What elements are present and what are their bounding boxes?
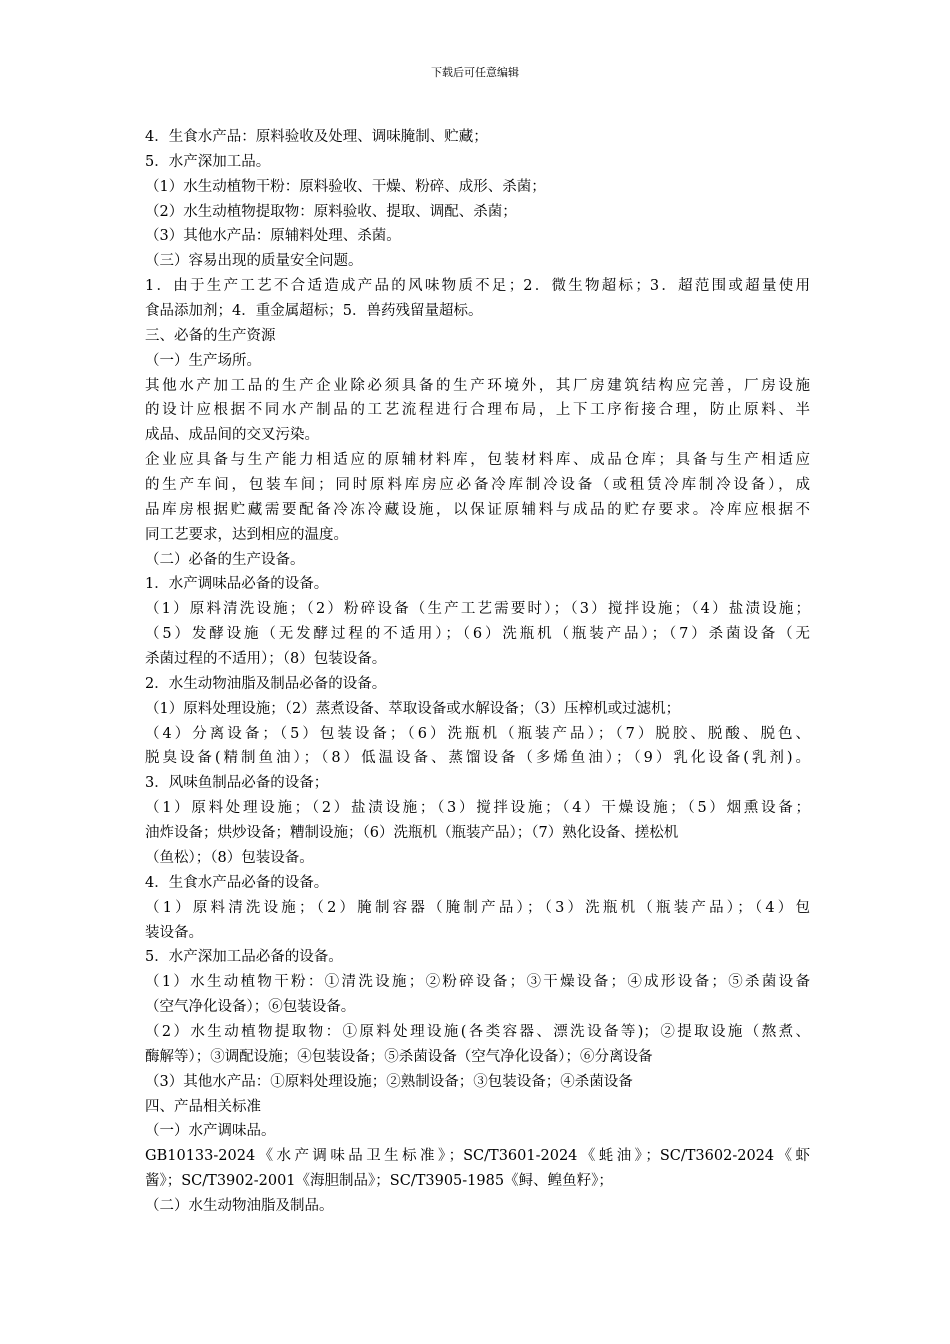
text-line: 四、产品相关标准 (145, 1098, 261, 1115)
text-line: 食品添加剂；4．重金属超标；5．兽药残留量超标。 (145, 303, 483, 320)
text-line: 其他水产加工品的生产企业除必须具备的生产环境外，其厂房建筑结构应完善，厂房设施 (145, 377, 810, 394)
text-line: （1）原料处理设施；（2）蒸煮设备、萃取设备或水解设备；（3）压榨机或过滤机； (145, 700, 681, 717)
text-line: 5．水产深加工品。 (145, 153, 271, 170)
text-line: （2）水生动植物提取物：原料验收、提取、调配、杀菌； (145, 203, 517, 220)
text-line: （鱼松）；（8）包装设备。 (145, 849, 314, 866)
text-line: 3．风味鱼制品必备的设备； (145, 775, 329, 792)
text-line: （1）水生动植物干粉：原料验收、干燥、粉碎、成形、杀菌； (145, 178, 546, 195)
text-line: （一）生产场所。 (145, 352, 261, 369)
text-line: （空气净化设备）；⑥包装设备。 (145, 999, 356, 1016)
text-line: GB10133-2024《水产调味品卫生标准》；SC/T3601-2024《蚝油》；SC/T3602-2024《虾 (145, 1148, 810, 1165)
text-line: 杀菌过程的不适用）；（8）包装设备。 (145, 651, 387, 668)
text-line: （二）水生动物油脂及制品。 (145, 1197, 334, 1214)
text-line: 1．水产调味品必备的设备。 (145, 576, 329, 593)
text-line: 酶解等）；③调配设施；④包装设备；⑤杀菌设备（空气净化设备）；⑥分离设备 (145, 1048, 653, 1065)
text-line: （3）其他水产品：①原料处理设施；②熟制设备；③包装设备；④杀菌设备 (145, 1073, 633, 1090)
text-line: 企业应具备与生产能力相适应的原辅材料库，包装材料库、成品仓库；具备与生产相适应 (145, 452, 810, 469)
text-line: （二）必备的生产设备。 (145, 551, 305, 568)
text-line: 同工艺要求，达到相应的温度。 (145, 526, 348, 543)
text-line: 4．生食水产品：原料验收及处理、调味腌制、贮藏； (145, 129, 488, 145)
text-line: （一）水产调味品。 (145, 1123, 276, 1140)
text-line: （1）原料清洗设施；（2）粉碎设备（生产工艺需要时）；（3）搅拌设施；（4）盐渍设施； (145, 601, 810, 618)
text-line: （4）分离设备；（5）包装设备；（6）洗瓶机（瓶装产品）；（7）脱胶、脱酸、脱色、 (145, 725, 810, 742)
text-line: 的生产车间，包装车间；同时原料库房应必备冷库制冷设备（或租赁冷库制冷设备），成 (145, 477, 810, 494)
text-line: 油炸设备；烘炒设备；糟制设施；（6）洗瓶机（瓶装产品）；（7）熟化设备、搓松机 (145, 825, 679, 842)
text-line: 品库房根据贮藏需要配备冷冻冷藏设施，以保证原辅料与成品的贮存要求。冷库应根据不 (145, 501, 810, 518)
text-line: 装设备。 (145, 924, 203, 941)
text-line: （1）原料处理设施；（2）盐渍设施；（3）搅拌设施；（4）干燥设施；（5）烟熏设备； (145, 800, 810, 817)
document-body (145, 125, 810, 1219)
text-line: 2．水生动物油脂及制品必备的设备。 (145, 675, 387, 692)
text-line: 4．生食水产品必备的设备。 (145, 874, 329, 891)
text-line: 脱臭设备(精制鱼油）；（8）低温设备、蒸馏设备（多烯鱼油）；（9）乳化设备(乳剂)。 (145, 750, 810, 767)
text-line: 5．水产深加工品必备的设备。 (145, 949, 343, 966)
text-line: 的设计应根据不同水产制品的工艺流程进行合理布局，上下工序衔接合理，防止原料、半 (145, 402, 810, 419)
text-line: （5）发酵设施（无发酵过程的不适用）；（6）洗瓶机（瓶装产品）；（7）杀菌设备（无 (145, 626, 810, 643)
text-line: 1．由于生产工艺不合适造成产品的风味物质不足；2．微生物超标；3．超范围或超量使用 (145, 278, 810, 295)
text-line: 成品、成品间的交叉污染。 (145, 427, 319, 444)
text-line: （2）水生动植物提取物：①原料处理设施(各类容器、漂洗设备等)；②提取设施（熬煮、 (145, 1023, 810, 1040)
text-line: （3）其他水产品：原辅料处理、杀菌。 (145, 228, 401, 245)
text-line: （1）原料清洗设施；（2）腌制容器（腌制产品）；（3）洗瓶机（瓶装产品）；（4）包 (145, 899, 810, 916)
text-line: 酱》；SC/T3902-2001《海胆制品》；SC/T3905-1985《鲟、鳇鱼籽》； (145, 1173, 613, 1190)
text-line: 三、必备的生产资源 (145, 327, 276, 344)
page-header: 下载后可任意编辑 (431, 66, 519, 79)
text-line: （1）水生动植物干粉：①清洗设施；②粉碎设备；③干燥设备；④成形设备；⑤杀菌设备 (145, 974, 810, 991)
text-line: （三）容易出现的质量安全问题。 (145, 253, 363, 270)
